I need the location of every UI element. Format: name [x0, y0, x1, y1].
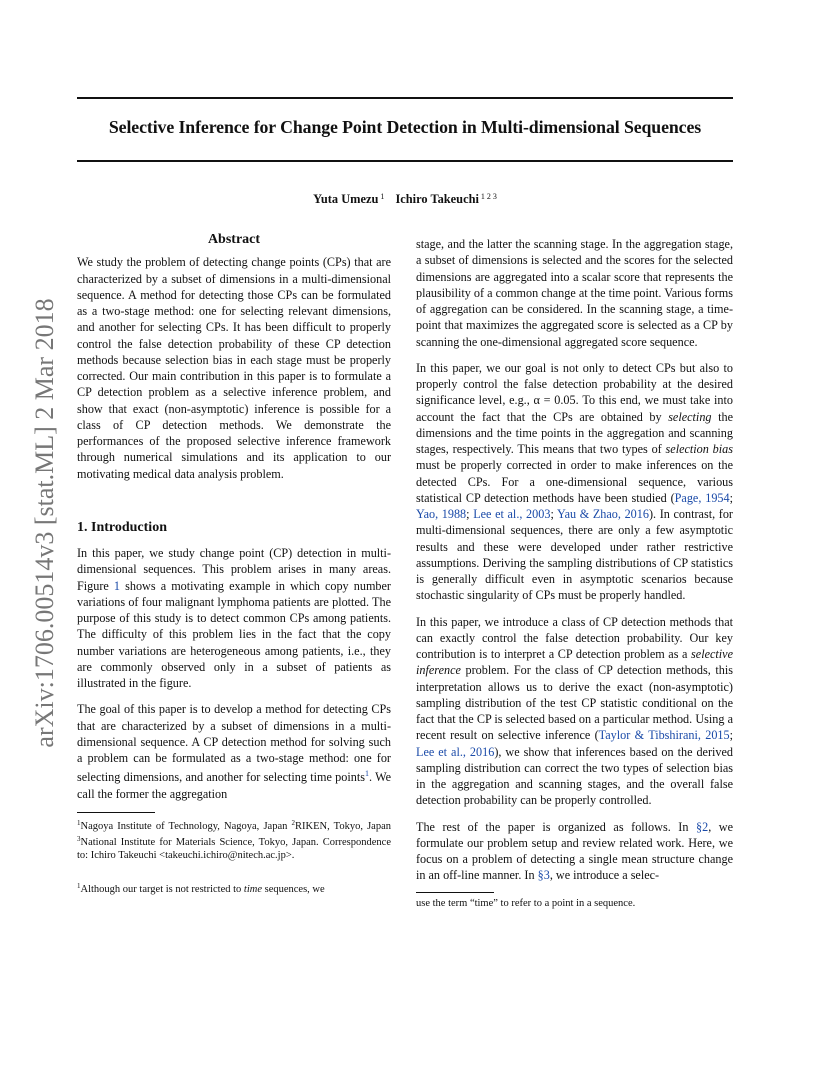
footnote-mark-link[interactable]: 1 [364, 769, 369, 779]
abstract-heading: Abstract [207, 232, 261, 247]
citation-link[interactable]: Page, 1954 [674, 490, 730, 505]
section-ref-link[interactable]: §2 [696, 819, 709, 834]
author-name: Yuta Umezu [313, 192, 379, 206]
paper-title: Selective Inference for Change Point Detection in Multi-dimensional Sequences [108, 117, 702, 137]
title-bottom-rule [77, 160, 733, 162]
body-paragraph: The rest of the paper is organized as follows. In §2, we formulate our problem setup and review related work. Here, we focus on a problem of detecting a single mean structure change in an off-line manner. In §3, we introduce a selec- [416, 819, 733, 883]
section-heading-introduction: 1. Introduction [77, 519, 167, 535]
abstract-text: We study the problem of detecting change points (CPs) that are characterized by a subset of dimensions in a multi-dimensional sequence. A method for detecting those CPs can be formulated as a two-stage method: one for selecting relevant dimensions, and another for selecting CPs. It has been difficult to properly control the false detection probability of these CP detection methods because selection bias in each stage must be properly corrected. Our main contribution in this paper is to formulate a CP detection problem as a selective inference problem, and show that exact (non-asymptotic) inference is possible for a class of CP detection methods. We demonstrate the performances of the proposed selective inference framework through numerical simulations and its application to our motivating medical data analysis problem. [77, 255, 391, 481]
affiliation-footnote: $^1$Nagoya Institute of Technology, Nagoya, Japan $^2$RIKEN, Tokyo, Japan $^3$National Institute for Materials Science, Tokyo, Japan. Correspondence to: Ichiro Takeuchi <takeuchi.ichiro@nitech.ac.jp>. [77, 818, 392, 861]
right-column [416, 236, 733, 910]
author-name: Ichiro Takeuchi [395, 192, 479, 206]
arxiv-id: arXiv:1706.00514v3 [stat.ML] 2 Mar 2018 [30, 298, 59, 748]
body-paragraph: In this paper, we our goal is not only to detect CPs but also to properly control the false detection probability at the desired significance level, e.g., α = 0.05. To this end, we must take into account the fact that the CPs are obtained by selecting the dimensions and the time points in the aggregation and scanning stages, respectively. This means that two types of selection bias must be properly corrected in order to make inferences on the detected CPs. For a one-dimensional sequence, various statistical CP detection methods have been studied (Page, 1954; Yao, 1988; Lee et al., 2003; Yau & Zhao, 2016). In contrast, for multi-dimensional sequences, there are only a few asymptotic results and these were developed under rather restrictive assumptions. Deriving the sampling distributions of CP statistics is generally difficult even in asymptotic scenarios because stochastic singularity of CPs must be properly handled. [416, 360, 733, 603]
footnote-1-continued: use the term “time” to refer to a point in a sequence. [416, 897, 636, 909]
footnote-rule [77, 812, 155, 813]
citation-link[interactable]: Lee et al., 2016 [416, 744, 495, 759]
figure-ref-link[interactable]: 1 [113, 578, 121, 593]
section-ref-link[interactable]: §3 [537, 868, 550, 883]
left-column [77, 232, 391, 896]
citation-link[interactable]: Taylor & Tibshirani, 2015 [598, 728, 730, 743]
citation-link[interactable]: Yau & Zhao, 2016 [557, 507, 649, 521]
author-affil-marks: 1 [380, 192, 385, 201]
citation-link[interactable]: Yao, 1988 [416, 507, 467, 521]
footnote-rule [416, 892, 494, 893]
intro-paragraph-2: The goal of this paper is to develop a method for detecting CPs that are characterized by a subset of dimensions in a multi-dimensional sequence. A CP detection method for solving such a problem can be formulated as a two-stage method: one for selecting dimensions, and another for selecting time points$^1$. We call the former the aggregation [77, 702, 392, 801]
intro-paragraph-1: In this paper, we study change point (CP) detection in multi-dimensional sequences. This problem arises in many areas. Figure 1 shows a motivating example in which copy number variations of four malignant lymphoma patients are plotted. The purpose of this study is to detect common CPs among patients. The difficulty of this problem lies in the fact that the copy number variations are heterogeneous among patients, i.e., they are commonly observed only in a subset of patients as illustrated in the figure. [77, 546, 391, 690]
footnote-1: $^1$Although our target is not restricted to time sequences, we [77, 881, 325, 895]
author-affil-marks: 1 2 3 [480, 192, 497, 201]
citation-link[interactable]: Lee et al., 2003 [473, 507, 551, 521]
title-top-rule [77, 97, 733, 99]
body-paragraph: In this paper, we introduce a class of CP detection methods that can exactly control the false detection probability. Our key contribution is to interpret a CP detection problem as a selective inference problem. For the class of CP detection methods, this interpretation allows us to derive the exact (non-asymptotic) sampling distribution of the test CP statistic conditional on the fact that the CP is selected based on a particular method. Using a recent result on selective inference (Taylor & Tibshirani, 2015; Lee et al., 2016), we show that inferences based on the derived sampling distribution can correct the two types of selection bias in the aggregation and scanning stages, and the overall false detection probability can be properly controlled. [416, 614, 734, 808]
body-paragraph: stage, and the latter the scanning stage. In the aggregation stage, a subset of dimensions is selected and the scores for the selected dimensions are aggregated into a scalar score that represents the plausibility of a common change at the time point. Various forms of aggregation can be considered. In the scanning stage, a time-point that maximizes the aggregated score is selected as a CP by scanning the one-dimensional aggregated score sequence. [416, 237, 733, 349]
author-line [77, 192, 733, 207]
